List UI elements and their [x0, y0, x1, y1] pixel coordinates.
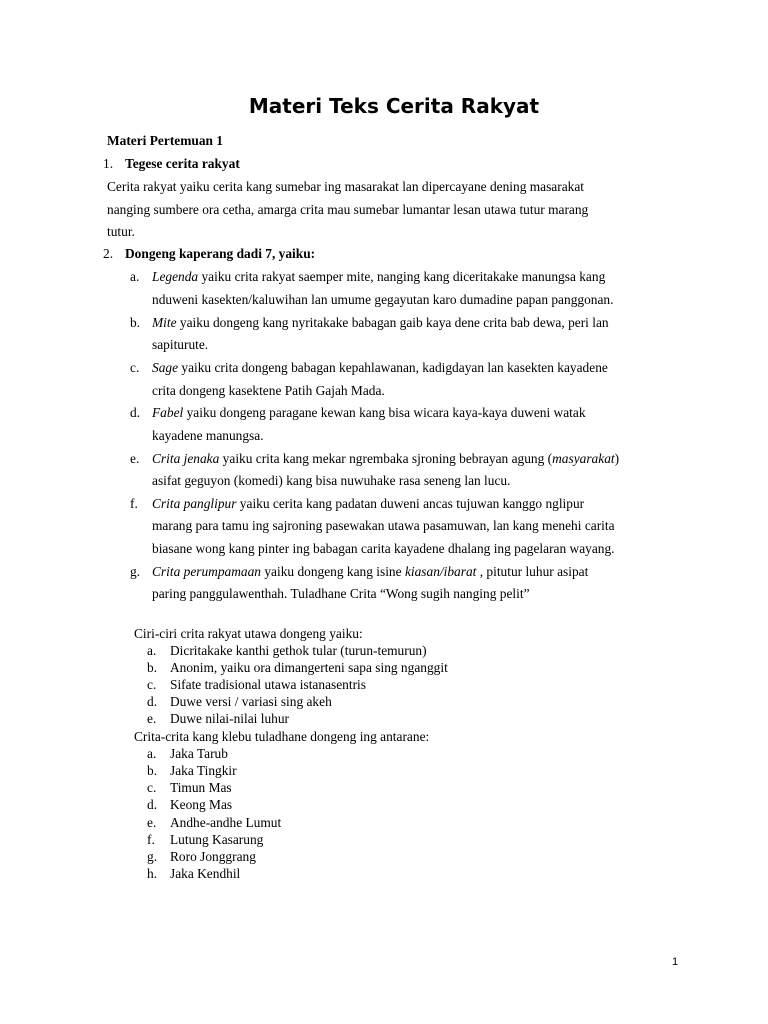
page-title: Materi Teks Cerita Rakyat	[248, 94, 540, 118]
term: Mite	[152, 315, 177, 330]
section1-number: 1.	[103, 156, 114, 171]
list-item: Anonim, yaiku ora dimangerteni sapa sing nganggit	[170, 660, 448, 675]
list-marker: b.	[147, 660, 158, 675]
list-item-line: asifat geguyon (komedi) kang bisa nuwuhake rasa seneng lan lucu.	[152, 473, 511, 488]
list-item: Lutung Kasarung	[170, 832, 264, 847]
term: Crita panglipur	[152, 496, 237, 511]
section2-number: 2.	[103, 246, 114, 261]
page-number: 1	[672, 956, 679, 968]
term: Crita perumpamaan	[152, 564, 261, 579]
list-item-line: Mite yaiku dongeng kang nyritakake babagan gaib kaya dene crita bab dewa, peri lan	[152, 315, 609, 330]
list-marker: a.	[147, 746, 157, 761]
list-item-line: Crita jenaka yaiku crita kang mekar ngrembaka sjroning bebrayan agung (masyarakat)	[152, 451, 620, 466]
term: Legenda	[152, 269, 199, 284]
list-item-line: marang para tamu ing sajroning pasewakan utawa pasamuwan, lan kang menehi carita	[152, 518, 615, 533]
list-item-line: Fabel yaiku dongeng paragane kewan kang bisa wicara kaya-kaya duweni watak	[152, 405, 586, 420]
term: kiasan/ibarat	[404, 564, 477, 579]
list-marker: c.	[147, 677, 157, 692]
list-item-line: paring panggulawenthah. Tuladhane Crita “Wong sugih nanging pelit”	[152, 586, 530, 601]
list-marker: f.	[130, 496, 138, 511]
list-marker: e.	[130, 451, 140, 466]
list-item: Timun Mas	[170, 780, 232, 795]
list-item-line: nduweni kasekten/kaluwihan lan umume gegayutan karo dumadine papan panggonan.	[152, 292, 614, 307]
list-item-line: biasane wong kang pinter ing babagan carita kayadene dhalang ing pagelaran wayang.	[152, 541, 615, 556]
list-item: Dicritakake kanthi gethok tular (turun-temurun)	[170, 643, 427, 658]
term: Sage	[152, 360, 179, 375]
list-marker: a.	[130, 269, 140, 284]
list-marker: h.	[147, 866, 158, 881]
list-item-line: sapiturute.	[152, 337, 209, 352]
list-item: Jaka Tingkir	[170, 763, 237, 778]
list-item-line: Sage yaiku crita dongeng babagan kepahlawanan, kadigdayan lan kasekten kayadene	[152, 360, 608, 375]
list-marker: d.	[130, 405, 141, 420]
list-item: Keong Mas	[170, 797, 233, 812]
list-item: Sifate tradisional utawa istanasentris	[170, 677, 366, 692]
section2-heading: Dongeng kaperang dadi 7, yaiku:	[125, 246, 316, 261]
list-item: Duwe versi / variasi sing akeh	[170, 694, 332, 709]
list-item: Andhe-andhe Lumut	[170, 815, 282, 830]
list-item: Jaka Tarub	[170, 746, 228, 761]
list-marker: c.	[147, 780, 157, 795]
list-marker: e.	[147, 815, 157, 830]
list-marker: g.	[130, 564, 141, 579]
term: Crita jenaka	[152, 451, 220, 466]
list-marker: d.	[147, 694, 158, 709]
list-item-line: Legenda yaiku crita rakyat saemper mite, nanging kang diceritakake manungsa kang	[152, 269, 606, 284]
list-marker: e.	[147, 711, 157, 726]
list-marker: b.	[130, 315, 141, 330]
section1-paragraph-line: tutur.	[107, 224, 135, 239]
term: masyarakat	[552, 451, 615, 466]
list-item: Roro Jonggrang	[170, 849, 256, 864]
meeting-label: Materi Pertemuan 1	[107, 133, 224, 148]
list-item-line: Crita perumpamaan yaiku dongeng kang isine kiasan/ibarat , pitutur luhur asipat	[152, 564, 589, 579]
section1-heading: Tegese cerita rakyat	[125, 156, 240, 171]
ciri-heading: Ciri-ciri crita rakyat utawa dongeng yaiku:	[134, 626, 363, 641]
list-marker: a.	[147, 643, 157, 658]
list-item-line: kayadene manungsa.	[152, 428, 264, 443]
list-marker: g.	[147, 849, 158, 864]
list-marker: b.	[147, 763, 158, 778]
list-marker: d.	[147, 797, 158, 812]
list-item-line: crita dongeng kasektene Patih Gajah Mada.	[152, 383, 385, 398]
section1-paragraph-line: Cerita rakyat yaiku cerita kang sumebar ing masarakat lan dipercayane dening masarakat	[107, 179, 585, 194]
list-item: Duwe nilai-nilai luhur	[170, 711, 289, 726]
term: Fabel	[152, 405, 184, 420]
section1-paragraph-line: nanging sumbere ora cetha, amarga crita mau sumebar lumantar lesan utawa tutur marang	[107, 202, 589, 217]
examples-heading: Crita-crita kang klebu tuladhane dongeng ing antarane:	[134, 729, 430, 744]
list-marker: c.	[130, 360, 140, 375]
list-item-line: Crita panglipur yaiku cerita kang padatan duweni ancas tujuwan kanggo nglipur	[152, 496, 585, 511]
list-item: Jaka Kendhil	[170, 866, 241, 881]
list-marker: f.	[147, 832, 155, 847]
